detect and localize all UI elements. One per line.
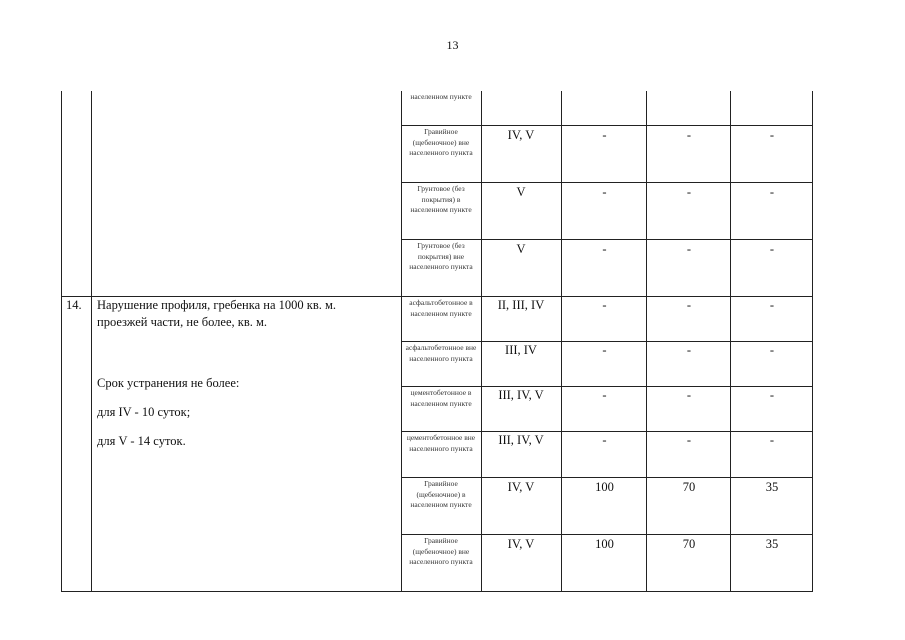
value-cell: - xyxy=(602,185,607,199)
row-separator xyxy=(401,431,813,432)
value-cell: - xyxy=(602,343,607,357)
value-cell: - xyxy=(686,343,692,357)
row-separator xyxy=(401,125,813,126)
coverage-cell: Гравийное (щебеночное) в населенном пункте xyxy=(410,479,472,509)
deadline-category-iv: для IV - 10 суток; xyxy=(97,405,191,419)
coverage-cell: асфальтобетонное в населенном пункте xyxy=(409,298,473,318)
category-cell: IV, V xyxy=(507,537,535,551)
value-cell: - xyxy=(769,185,775,199)
value-cell: - xyxy=(769,128,775,142)
value-cell: - xyxy=(602,242,607,256)
page-number: 13 xyxy=(446,38,459,52)
row-separator xyxy=(401,341,813,342)
coverage-cell: Грунтовое (без покрытия) в населенном пункте xyxy=(410,184,472,214)
deadline-category-v: для V - 14 суток. xyxy=(97,434,186,448)
table-border-bottom xyxy=(61,591,813,592)
value-cell: 100 xyxy=(595,480,614,494)
row-number: 14. xyxy=(66,298,82,312)
value-cell: - xyxy=(769,298,775,312)
row-separator xyxy=(401,477,813,478)
row-separator xyxy=(401,182,813,183)
value-cell: - xyxy=(602,433,607,447)
defect-title-line-1: Нарушение профиля, гребенка на 1000 кв. м. xyxy=(97,298,337,312)
value-cell: - xyxy=(686,185,692,199)
defect-description xyxy=(97,297,397,331)
value-cell: - xyxy=(769,433,775,447)
value-cell: 35 xyxy=(765,537,779,551)
column-divider-number xyxy=(91,91,92,592)
value-cell: 35 xyxy=(765,480,779,494)
value-cell: - xyxy=(769,242,775,256)
category-cell: V xyxy=(516,185,526,199)
category-cell: IV, V xyxy=(507,128,535,142)
value-cell: 100 xyxy=(595,537,614,551)
coverage-cell: цементобетонное вне населенного пункта xyxy=(406,433,476,453)
value-cell: - xyxy=(769,343,775,357)
category-cell: III, IV xyxy=(505,343,537,357)
category-cell: II, III, IV xyxy=(497,298,545,312)
value-cell: - xyxy=(686,433,692,447)
coverage-cell: Грунтовое (без покрытия) вне населенного пункта xyxy=(409,241,473,271)
value-cell: - xyxy=(686,298,692,312)
row-separator xyxy=(401,534,813,535)
row-separator xyxy=(401,386,813,387)
value-cell: - xyxy=(686,128,692,142)
value-cell: - xyxy=(769,388,775,402)
value-cell: - xyxy=(602,128,607,142)
value-cell: - xyxy=(602,388,607,402)
value-cell: 70 xyxy=(682,537,696,551)
category-cell: III, IV, V xyxy=(498,433,544,447)
coverage-cell: Гравийное (щебеночное) вне населенного пункта xyxy=(409,536,473,566)
row-separator xyxy=(401,239,813,240)
table-border-left xyxy=(61,91,62,592)
category-cell: IV, V xyxy=(507,480,535,494)
deadline-heading: Срок устранения не более: xyxy=(97,376,240,390)
value-cell: - xyxy=(686,388,692,402)
defect-title-line-2: проезжей части, не более, кв. м. xyxy=(97,315,268,329)
category-cell: V xyxy=(516,242,526,256)
coverage-cell: Гравийное (щебеночное) вне населенного пункта xyxy=(409,127,473,157)
value-cell: - xyxy=(602,298,607,312)
value-cell: - xyxy=(686,242,692,256)
category-cell: III, IV, V xyxy=(498,388,544,402)
coverage-cell: цементобетонное в населенном пункте xyxy=(410,388,472,408)
coverage-cell: асфальтобетонное вне населенного пункта xyxy=(405,343,477,363)
value-cell: 70 xyxy=(682,480,696,494)
coverage-cell: населенном пункте xyxy=(410,92,472,101)
